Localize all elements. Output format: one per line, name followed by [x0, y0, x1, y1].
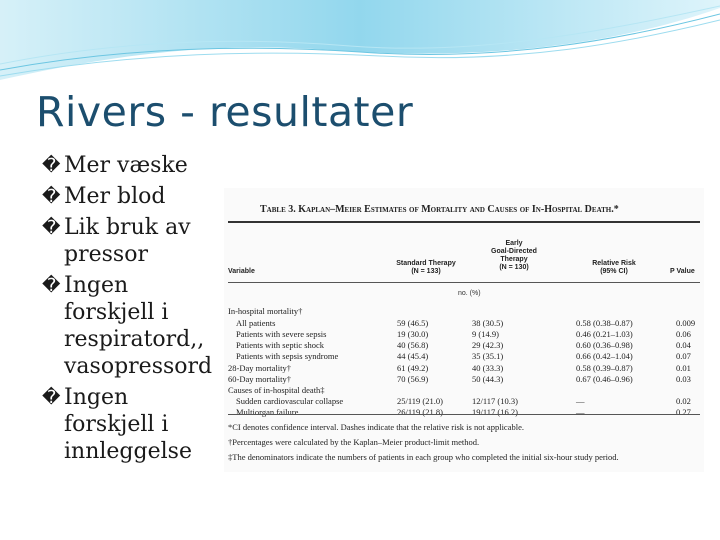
header-standard-line: (N = 133) — [411, 268, 441, 275]
header-rr-line: (95% CI) — [600, 268, 628, 275]
table-row — [224, 351, 704, 362]
table-cell-rr: 0.67 (0.46–0.96) — [576, 374, 633, 384]
table-cell-p: 0.07 — [676, 351, 691, 361]
table-cell-label: 60-Day mortality† — [228, 374, 292, 384]
table-cell-std: 59 (46.5) — [397, 318, 429, 328]
table-cell-label: Sudden cardiovascular collapse — [236, 396, 344, 406]
bullet-glyph-icon: � — [42, 387, 61, 408]
header-wave-decoration — [0, 0, 720, 90]
table-row — [224, 306, 704, 317]
header-egdt-line: Goal-Directed — [491, 248, 537, 255]
header-standard-line: Standard Therapy — [396, 260, 456, 267]
table-cell-egdt: 29 (42.3) — [472, 340, 504, 350]
table-cell-std: 44 (45.4) — [397, 351, 429, 361]
table-cell-std: 26/119 (21.8) — [397, 407, 443, 417]
table-row — [224, 318, 704, 329]
bullet-item — [42, 152, 222, 179]
bullet-text-line: Mer blod — [64, 184, 166, 209]
mortality-table-image — [224, 188, 704, 472]
table-cell-rr: 0.66 (0.42–1.04) — [576, 351, 633, 361]
table-cell-label: Causes of in-hospital death‡ — [228, 385, 325, 395]
table-cell-p: 0.04 — [676, 340, 691, 350]
table-cell-p: 0.06 — [676, 329, 691, 339]
table-cell-egdt: 19/117 (16.2) — [472, 407, 518, 417]
table-row — [224, 374, 704, 385]
table-title: Table 3. Kaplan–Meier Estimates of Mortality and Causes of In-Hospital Death.* — [260, 204, 619, 215]
table-row — [224, 385, 704, 396]
table-cell-label: Patients with sepsis syndrome — [236, 351, 339, 361]
bullet-item — [42, 183, 222, 210]
bullet-glyph-icon: � — [42, 186, 61, 207]
table-cell-std: 61 (49.2) — [397, 363, 429, 373]
bullet-glyph-icon: � — [42, 275, 61, 296]
bullet-item — [42, 272, 222, 380]
table-cell-std: 25/119 (21.0) — [397, 396, 443, 406]
bullet-glyph-icon: � — [42, 217, 61, 238]
table-cell-std: 19 (30.0) — [397, 329, 429, 339]
table-footnote: ‡The denominators indicate the numbers of patients in each group who completed the initial six-hour study period. — [228, 452, 619, 462]
table-row — [224, 363, 704, 374]
table-cell-egdt: 38 (30.5) — [472, 318, 504, 328]
table-cell-egdt: 50 (44.3) — [472, 374, 504, 384]
table-cell-label: Patients with septic shock — [236, 340, 325, 350]
table-cell-label: In-hospital mortality† — [228, 306, 303, 316]
table-cell-std: 70 (56.9) — [397, 374, 429, 384]
bullet-list — [42, 152, 222, 469]
header-rr — [574, 260, 654, 276]
table-cell-p: 0.02 — [676, 396, 691, 406]
table-top-rule — [228, 221, 700, 223]
table-cell-egdt: 12/117 (10.3) — [472, 396, 518, 406]
table-cell-label: Multiorgan failure — [236, 407, 299, 417]
bullet-text-line: respiratord,, — [64, 327, 205, 352]
slide-title: Rivers - resultater — [36, 88, 414, 136]
bullet-text-line: innleggelse — [64, 439, 192, 464]
table-cell-rr: 0.60 (0.36–0.98) — [576, 340, 633, 350]
header-egdt-line: Therapy — [500, 256, 528, 263]
header-egdt-line: (N = 130) — [499, 264, 529, 271]
table-footnote: †Percentages were calculated by the Kaplan–Meier product-limit method. — [228, 437, 480, 447]
table-header-rule — [228, 282, 700, 283]
table-cell-std: 40 (56.8) — [397, 340, 429, 350]
table-cell-p: 0.01 — [676, 363, 691, 373]
header-egdt — [474, 240, 554, 272]
header-egdt-line: Early — [505, 240, 523, 247]
table-row — [224, 396, 704, 407]
table-cell-p: 0.009 — [676, 318, 696, 328]
bullet-text-line: Ingen — [64, 273, 129, 298]
table-cell-p: 0.27 — [676, 407, 691, 417]
table-cell-rr: 0.58 (0.38–0.87) — [576, 318, 633, 328]
header-p: P Value — [670, 268, 695, 275]
table-cell-label: 28-Day mortality† — [228, 363, 292, 373]
table-cell-rr: — — [576, 396, 585, 406]
bullet-item — [42, 384, 222, 465]
header-rr-line: Relative Risk — [592, 260, 636, 267]
bullet-text-line: pressor — [64, 242, 148, 267]
table-row — [224, 329, 704, 340]
table-cell-egdt: 35 (35.1) — [472, 351, 504, 361]
table-row — [224, 340, 704, 351]
bullet-text-line: forskjell i — [64, 300, 169, 325]
table-unit: no. (%) — [458, 290, 481, 297]
table-cell-egdt: 40 (33.3) — [472, 363, 504, 373]
table-row — [224, 407, 704, 418]
bullet-text-line: Lik bruk av — [64, 215, 191, 240]
table-cell-rr: — — [576, 407, 585, 417]
bullet-text-line: forskjell i — [64, 412, 169, 437]
header-standard — [386, 260, 466, 276]
table-footnote: *CI denotes confidence interval. Dashes indicate that the relative risk is not applicable. — [228, 422, 524, 432]
bullet-text-line: Mer væske — [64, 153, 188, 178]
bullet-text-line: vasopressord — [64, 354, 213, 379]
table-cell-rr: 0.58 (0.39–0.87) — [576, 363, 633, 373]
table-cell-egdt: 9 (14.9) — [472, 329, 499, 339]
bullet-text-line: Ingen — [64, 385, 129, 410]
table-cell-label: Patients with severe sepsis — [236, 329, 327, 339]
table-bottom-rule — [228, 414, 700, 415]
bullet-glyph-icon: � — [42, 155, 61, 176]
bullet-item — [42, 214, 222, 268]
table-cell-rr: 0.46 (0.21–1.03) — [576, 329, 633, 339]
header-variable: Variable — [228, 268, 255, 275]
table-cell-p: 0.03 — [676, 374, 691, 384]
table-cell-label: All patients — [236, 318, 276, 328]
